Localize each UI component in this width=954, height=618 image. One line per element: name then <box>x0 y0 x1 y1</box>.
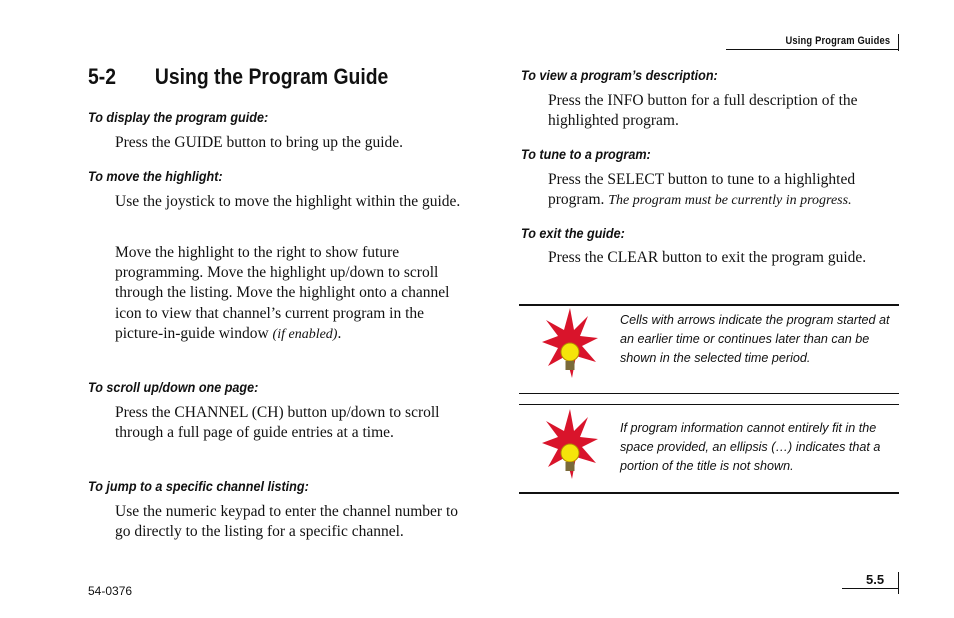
text-exit-guide: Press the CLEAR button to exit the program guide. <box>548 249 867 266</box>
lightbulb-burst-icon <box>540 306 600 382</box>
document-number: 54-0376 <box>88 584 133 598</box>
heading-exit-guide: To exit the guide: <box>521 225 625 241</box>
heading-view-description: To view a program’s description: <box>521 67 718 83</box>
text-tune-program <box>548 170 904 211</box>
text-move-highlight-1: Use the joystick to move the highlight within the guide. <box>115 193 461 210</box>
heading-display-guide: To display the program guide: <box>88 109 269 125</box>
lightbulb-burst-icon <box>540 407 600 483</box>
footer-tick <box>898 572 899 594</box>
note-2-top-rule <box>519 404 899 405</box>
header-rule <box>726 49 898 50</box>
running-header-title: Using Program Guides <box>785 35 890 47</box>
footer-rule <box>842 588 898 589</box>
note-1-text: Cells with arrows indicate the program started at an earlier time or continues later than can be shown in the selected time period. <box>620 313 890 365</box>
text-view-description: Press the INFO button for a full description of the highlighted program. <box>548 92 858 130</box>
page-number: 5.5 <box>866 572 885 587</box>
move-body-main: Move the highlight to the right to show future programming. Move the highlight up/down to scroll through the listing. Move the highlight onto a channel icon to view that channel’s current program in the picture-in-guide window <box>115 244 450 342</box>
text-move-highlight-2 <box>115 243 465 345</box>
section-heading: Using the Program Guide <box>154 64 389 89</box>
text-display-guide: Press the GUIDE button to bring up the guide. <box>115 134 404 151</box>
text-scroll-page: Press the CHANNEL (CH) button up/down to scroll through a full page of guide entries at a time. <box>115 404 440 442</box>
note-2-bottom-rule <box>519 492 899 494</box>
move-body-emphasis: (if enabled) <box>272 326 338 342</box>
section-title <box>88 64 388 90</box>
header-tick <box>898 34 899 51</box>
tune-body-main: Press the SELECT button to tune to a highlighted program. <box>548 171 856 209</box>
text-jump-channel: Use the numeric keypad to enter the channel number to go directly to the listing for a specific channel. <box>115 503 459 541</box>
tune-body-emphasis: The program must be currently in progress. <box>608 193 852 209</box>
heading-tune-program: To tune to a program: <box>521 146 651 162</box>
section-number: 5-2 <box>88 64 116 89</box>
move-body-end: . <box>337 324 342 342</box>
note-1-bottom-rule <box>519 393 899 394</box>
heading-jump-channel: To jump to a specific channel listing: <box>88 478 309 494</box>
note-2-text: If program information cannot entirely fit in the space provided, an ellipsis (…) indicates that a portion of the title is not shown. <box>620 421 881 473</box>
heading-move-highlight: To move the highlight: <box>88 168 223 184</box>
heading-scroll-page: To scroll up/down one page: <box>88 379 259 395</box>
